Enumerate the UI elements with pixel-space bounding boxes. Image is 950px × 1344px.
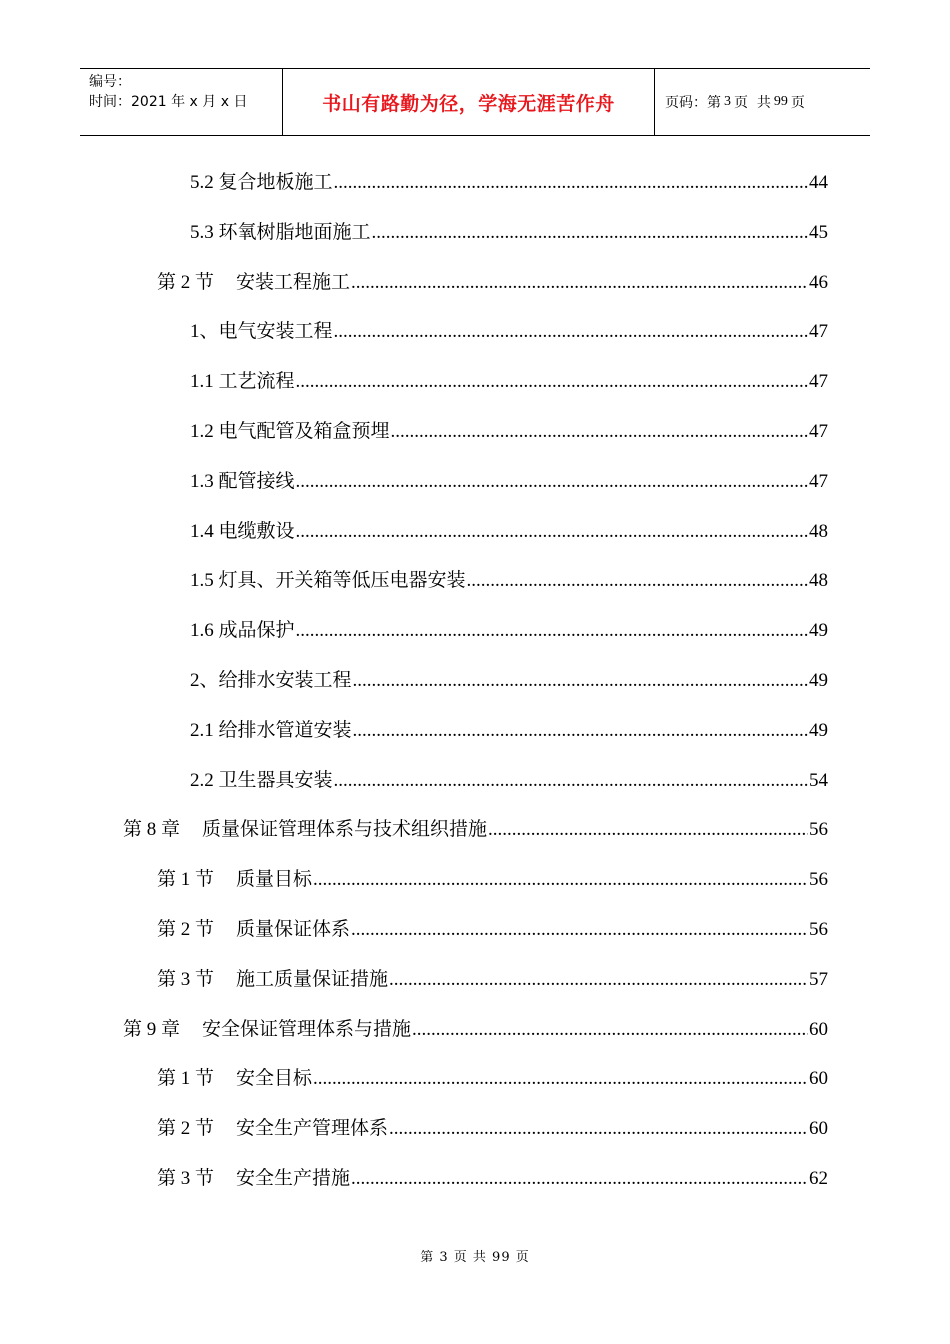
toc-leader-dots [296, 367, 808, 397]
toc-leader-dots [389, 1114, 808, 1144]
toc-entry[interactable] [190, 517, 828, 547]
toc-leader-dots [313, 865, 808, 895]
header-meta [80, 69, 282, 135]
toc-leader-dots [351, 268, 808, 298]
toc-entry-label: 1.6 成品保护 [190, 620, 295, 641]
toc-leader-dots [296, 517, 808, 547]
toc-entry[interactable] [190, 716, 828, 746]
toc-leader-dots [488, 815, 808, 845]
toc-entry-title: 安全生产管理体系 [236, 1118, 389, 1139]
toc-entry-label: 1.1 工艺流程 [190, 371, 295, 392]
toc-leader-dots [313, 1064, 808, 1094]
toc-entry-page: 48 [809, 521, 828, 542]
toc-leader-dots [296, 616, 808, 646]
toc-entry-page: 56 [809, 819, 828, 840]
toc-entry-title: 施工质量保证措施 [236, 969, 389, 990]
toc-entry-label [157, 915, 350, 945]
toc-entry-label: 2.2 卫生器具安装 [190, 770, 333, 791]
page-footer: 第 3 页 共 99 页 [420, 1250, 530, 1265]
toc-entry-label: 2、给排水安装工程 [190, 670, 352, 691]
toc-entry-title: 质量保证管理体系与技术组织措施 [202, 819, 488, 840]
toc-entry-label: 2.1 给排水管道安装 [190, 720, 352, 741]
page-mid: 页 共 [734, 95, 771, 111]
toc-entry-page: 60 [809, 1019, 828, 1040]
toc-entry[interactable] [157, 1164, 828, 1194]
toc-entry-page: 56 [809, 869, 828, 890]
page-total: 99 [773, 94, 788, 109]
toc-entry-label: 1、电气安装工程 [190, 321, 333, 342]
toc-entry-page: 48 [809, 570, 828, 591]
toc-entry-label [123, 815, 487, 845]
toc-entry[interactable] [190, 417, 828, 447]
toc-entry[interactable] [157, 1064, 828, 1094]
toc-leader-dots [391, 417, 808, 447]
toc-entry[interactable] [190, 616, 828, 646]
toc-entry-page: 47 [809, 421, 828, 442]
toc-entry-label: 5.2 复合地板施工 [190, 172, 333, 193]
toc-entry-number: 第 8 章 [123, 819, 181, 840]
page-suffix: 页 [790, 95, 805, 111]
toc-entry-number: 第 3 节 [157, 1168, 215, 1189]
toc-entry-page: 47 [809, 471, 828, 492]
toc-entry[interactable] [190, 168, 828, 198]
toc-entry-label: 1.2 电气配管及箱盒预埋 [190, 421, 390, 442]
toc-leader-dots [389, 965, 808, 995]
toc-entry-number: 第 2 节 [157, 919, 215, 940]
toc-entry-label [157, 1064, 312, 1094]
toc-leader-dots [296, 467, 808, 497]
toc-entry[interactable] [157, 1114, 828, 1144]
toc-entry-page: 47 [809, 321, 828, 342]
toc-entry[interactable] [190, 218, 828, 248]
toc-leader-dots [334, 317, 808, 347]
toc-entry[interactable] [157, 965, 828, 995]
toc-entry-label: 1.3 配管接线 [190, 471, 295, 492]
toc-entry-label [157, 1164, 350, 1194]
toc-entry[interactable] [123, 1015, 828, 1045]
header-page-info [665, 69, 805, 135]
toc-entry-page: 56 [809, 919, 828, 940]
toc-entry-title: 安装工程施工 [236, 272, 351, 293]
toc-leader-dots [353, 716, 808, 746]
toc-leader-dots [351, 1164, 808, 1194]
toc-entry-page: 49 [809, 620, 828, 641]
toc-leader-dots [334, 766, 808, 796]
toc-entry-label [157, 965, 388, 995]
toc-entry[interactable] [157, 915, 828, 945]
header-motto: 书山有路勤为径，学海无涯苦作舟 [322, 92, 615, 115]
header-divider [654, 69, 655, 135]
toc-entry[interactable] [190, 367, 828, 397]
toc-entry-number: 第 9 章 [123, 1019, 181, 1040]
toc-leader-dots [334, 168, 808, 198]
toc-entry-number: 第 1 节 [157, 869, 215, 890]
toc-entry-page: 60 [809, 1118, 828, 1139]
toc-entry-page: 54 [809, 770, 828, 791]
page-header [80, 68, 870, 136]
toc-entry-page: 62 [809, 1168, 828, 1189]
toc-entry-title: 安全目标 [236, 1068, 313, 1089]
toc-entry-number: 第 3 节 [157, 969, 215, 990]
toc-entry-label: 5.3 环氧树脂地面施工 [190, 222, 371, 243]
toc-entry-page: 47 [809, 371, 828, 392]
toc-entry-number: 第 2 节 [157, 1118, 215, 1139]
toc-entry-label [123, 1015, 411, 1045]
toc-entry-label [157, 865, 312, 895]
page-prefix: 页码：第 [665, 95, 721, 111]
toc-entry[interactable] [190, 467, 828, 497]
toc-entry-page: 45 [809, 222, 828, 243]
page-current: 3 [724, 94, 731, 109]
toc-leader-dots [412, 1015, 808, 1045]
toc-entry-page: 49 [809, 720, 828, 741]
toc-entry[interactable] [190, 566, 828, 596]
toc-leader-dots [351, 915, 808, 945]
toc-entry-page: 44 [809, 172, 828, 193]
toc-entry[interactable] [190, 317, 828, 347]
toc-entry-page: 60 [809, 1068, 828, 1089]
toc-entry-page: 57 [809, 969, 828, 990]
toc-entry-label [157, 268, 350, 298]
toc-entry-title: 安全生产措施 [236, 1168, 351, 1189]
toc-entry-page: 46 [809, 272, 828, 293]
toc-entry[interactable] [190, 666, 828, 696]
toc-leader-dots [372, 218, 808, 248]
toc-entry[interactable] [157, 865, 828, 895]
toc-leader-dots [353, 666, 808, 696]
time-label: 时间：2021 年 x 月 x 日 [89, 94, 248, 110]
toc-entry[interactable] [157, 268, 828, 298]
toc-entry-title: 质量目标 [236, 869, 313, 890]
toc-entry-label: 1.5 灯具、开关箱等低压电器安装 [190, 570, 466, 591]
toc-entry-label: 1.4 电缆敷设 [190, 521, 295, 542]
toc-entry-label [157, 1114, 388, 1144]
toc-entry-number: 第 2 节 [157, 272, 215, 293]
toc-leader-dots [467, 566, 808, 596]
toc-entry-title: 质量保证体系 [236, 919, 351, 940]
serial-label: 编号： [89, 74, 131, 90]
toc-entry-page: 49 [809, 670, 828, 691]
toc-entry[interactable] [123, 815, 828, 845]
toc-entry-number: 第 1 节 [157, 1068, 215, 1089]
toc-entry[interactable] [190, 766, 828, 796]
toc-entry-title: 安全保证管理体系与措施 [202, 1019, 412, 1040]
